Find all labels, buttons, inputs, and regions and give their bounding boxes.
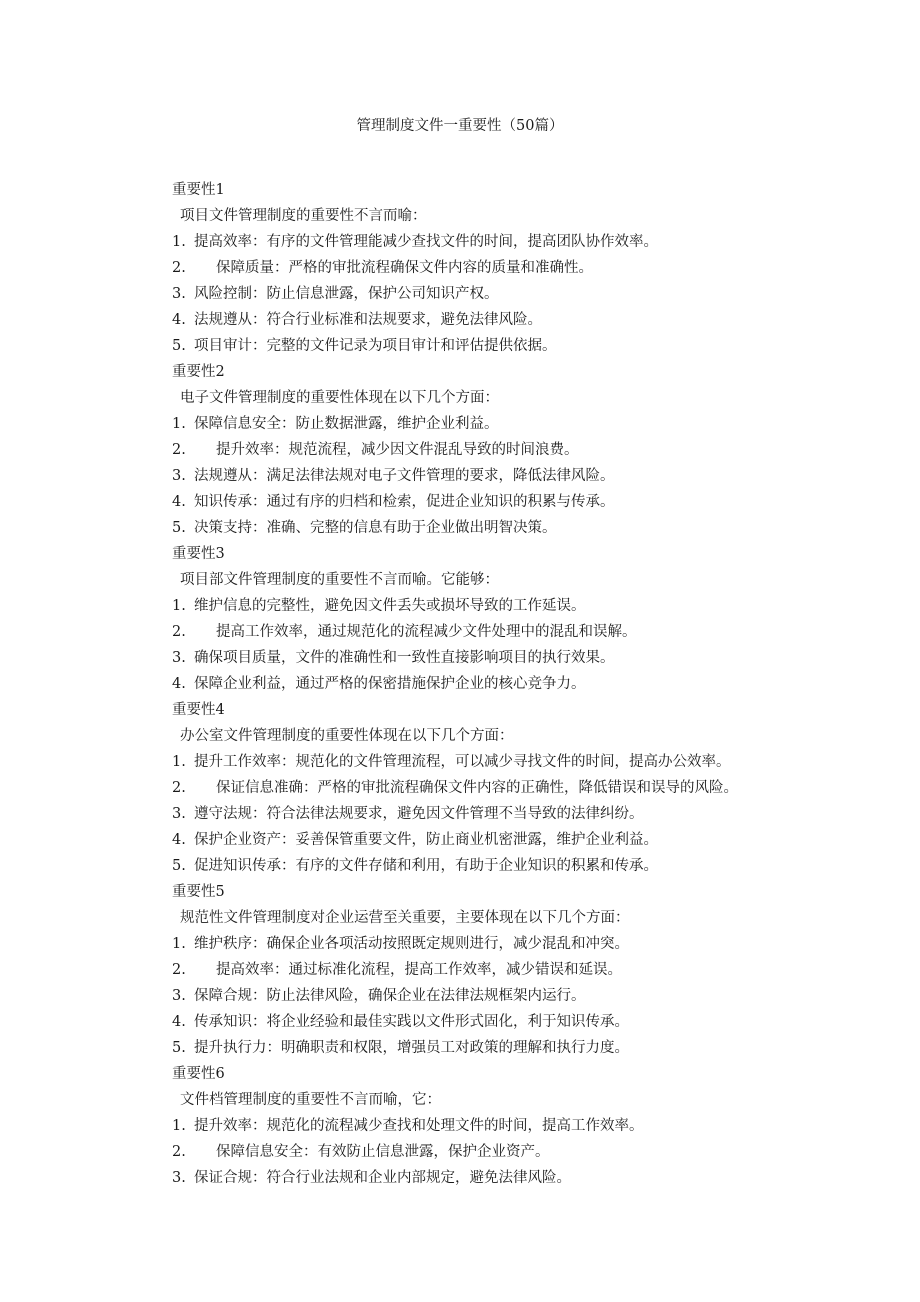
- list-item-number: 4.: [172, 312, 186, 328]
- list-item: [172, 775, 872, 801]
- list-item-number: 4.: [172, 676, 186, 692]
- list-item-text: 保证信息准确：严格的审批流程确保文件内容的正确性，降低错误和误导的风险。: [216, 780, 738, 796]
- section-heading: 重要性5: [172, 884, 225, 900]
- list-item: [172, 801, 872, 827]
- list-item-text: 法规遵从：满足法律法规对电子文件管理的要求，降低法律风险。: [194, 468, 615, 484]
- section: [172, 541, 872, 697]
- list-item: [172, 931, 872, 957]
- list-item-number: 3.: [172, 988, 186, 1004]
- list-item: [172, 1139, 872, 1165]
- list-item-text: 保障企业利益，通过严格的保密措施保护企业的核心竞争力。: [194, 676, 586, 692]
- section-intro: 项目部文件管理制度的重要性不言而喻。它能够：: [180, 572, 499, 588]
- section: [172, 1061, 872, 1191]
- list-item-number: 2.: [172, 780, 186, 796]
- list-item-text: 保障信息安全：防止数据泄露，维护企业利益。: [194, 416, 499, 432]
- list-item-number: 4.: [172, 832, 186, 848]
- list-item: [172, 463, 872, 489]
- list-item-number: 5.: [172, 858, 186, 874]
- list-item: [172, 957, 872, 983]
- document-title: 管理制度文件一重要性（50篇）: [356, 118, 564, 134]
- list-item-text: 保障合规：防止法律风险，确保企业在法律法规框架内运行。: [194, 988, 586, 1004]
- list-item-number: 5.: [172, 338, 186, 354]
- section-heading: 重要性3: [172, 546, 225, 562]
- list-item: [172, 281, 872, 307]
- list-item-number: 3.: [172, 650, 186, 666]
- list-item-number: 1.: [172, 234, 186, 250]
- list-item-number: 1.: [172, 936, 186, 952]
- list-item: [172, 1165, 872, 1191]
- list-item: [172, 1035, 872, 1061]
- list-item-text: 确保项目质量，文件的准确性和一致性直接影响项目的执行效果。: [194, 650, 615, 666]
- list-item: [172, 307, 872, 333]
- list-item-number: 2.: [172, 260, 186, 276]
- list-item-text: 维护秩序：确保企业各项活动按照既定规则进行，减少混乱和冲突。: [194, 936, 629, 952]
- section: [172, 697, 872, 879]
- list-item-text: 提升执行力：明确职责和权限，增强员工对政策的理解和执行力度。: [194, 1040, 629, 1056]
- list-item-text: 提升工作效率：规范化的文件管理流程，可以减少寻找文件的时间，提高办公效率。: [194, 754, 731, 770]
- list-item-number: 2.: [172, 442, 186, 458]
- list-item: [172, 489, 872, 515]
- list-item-number: 1.: [172, 754, 186, 770]
- list-item-number: 2.: [172, 962, 186, 978]
- list-item-text: 保护企业资产：妥善保管重要文件，防止商业机密泄露，维护企业利益。: [194, 832, 658, 848]
- list-item: [172, 983, 872, 1009]
- list-item-text: 项目审计：完整的文件记录为项目审计和评估提供依据。: [194, 338, 557, 354]
- list-item-text: 决策支持：准确、完整的信息有助于企业做出明智决策。: [194, 520, 557, 536]
- section-heading: 重要性6: [172, 1066, 225, 1082]
- list-item: [172, 827, 872, 853]
- list-item-number: 4.: [172, 1014, 186, 1030]
- list-item-text: 保证合规：符合行业法规和企业内部规定，避免法律风险。: [194, 1170, 571, 1186]
- list-item: [172, 437, 872, 463]
- section-intro: 文件档管理制度的重要性不言而喻，它：: [180, 1092, 441, 1108]
- list-item-text: 提高效率：有序的文件管理能减少查找文件的时间，提高团队协作效率。: [194, 234, 658, 250]
- list-item-text: 维护信息的完整性，避免因文件丢失或损坏导致的工作延误。: [194, 598, 586, 614]
- list-item: [172, 1113, 872, 1139]
- document-body: [172, 177, 872, 1191]
- list-item: [172, 515, 872, 541]
- list-item: [172, 619, 872, 645]
- list-item-text: 提高效率：通过标准化流程，提高工作效率，减少错误和延误。: [216, 962, 622, 978]
- list-item: [172, 229, 872, 255]
- list-item-text: 保障信息安全：有效防止信息泄露，保护企业资产。: [216, 1144, 550, 1160]
- section-heading: 重要性2: [172, 364, 225, 380]
- section-intro: 项目文件管理制度的重要性不言而喻：: [180, 208, 427, 224]
- list-item: [172, 333, 872, 359]
- list-item-number: 2.: [172, 1144, 186, 1160]
- list-item: [172, 255, 872, 281]
- list-item-text: 遵守法规：符合法律法规要求，避免因文件管理不当导致的法律纠纷。: [194, 806, 644, 822]
- list-item-number: 3.: [172, 468, 186, 484]
- list-item: [172, 671, 872, 697]
- list-item-text: 保障质量：严格的审批流程确保文件内容的质量和准确性。: [216, 260, 593, 276]
- list-item: [172, 853, 872, 879]
- section-intro: 电子文件管理制度的重要性体现在以下几个方面：: [180, 390, 499, 406]
- section: [172, 359, 872, 541]
- list-item-number: 2.: [172, 624, 186, 640]
- list-item-text: 提高工作效率，通过规范化的流程减少文件处理中的混乱和误解。: [216, 624, 637, 640]
- section-heading: 重要性4: [172, 702, 225, 718]
- list-item: [172, 749, 872, 775]
- list-item-text: 传承知识：将企业经验和最佳实践以文件形式固化，利于知识传承。: [194, 1014, 629, 1030]
- list-item: [172, 645, 872, 671]
- list-item: [172, 593, 872, 619]
- list-item-number: 3.: [172, 806, 186, 822]
- list-item-text: 风险控制：防止信息泄露，保护公司知识产权。: [194, 286, 499, 302]
- list-item-text: 促进知识传承：有序的文件存储和利用，有助于企业知识的积累和传承。: [194, 858, 658, 874]
- list-item-number: 3.: [172, 286, 186, 302]
- list-item: [172, 1009, 872, 1035]
- list-item-text: 知识传承：通过有序的归档和检索，促进企业知识的积累与传承。: [194, 494, 615, 510]
- list-item-number: 3.: [172, 1170, 186, 1186]
- list-item-number: 1.: [172, 1118, 186, 1134]
- list-item-text: 提升效率：规范流程，减少因文件混乱导致的时间浪费。: [216, 442, 579, 458]
- section-intro: 办公室文件管理制度的重要性体现在以下几个方面：: [180, 728, 514, 744]
- list-item-number: 1.: [172, 598, 186, 614]
- list-item-number: 1.: [172, 416, 186, 432]
- list-item-text: 法规遵从：符合行业标准和法规要求，避免法律风险。: [194, 312, 542, 328]
- list-item: [172, 411, 872, 437]
- list-item-number: 5.: [172, 520, 186, 536]
- list-item-text: 提升效率：规范化的流程减少查找和处理文件的时间，提高工作效率。: [194, 1118, 644, 1134]
- section: [172, 177, 872, 359]
- section-heading: 重要性1: [172, 182, 225, 198]
- list-item-number: 4.: [172, 494, 186, 510]
- section: [172, 879, 872, 1061]
- section-intro: 规范性文件管理制度对企业运营至关重要，主要体现在以下几个方面：: [180, 910, 630, 926]
- list-item-number: 5.: [172, 1040, 186, 1056]
